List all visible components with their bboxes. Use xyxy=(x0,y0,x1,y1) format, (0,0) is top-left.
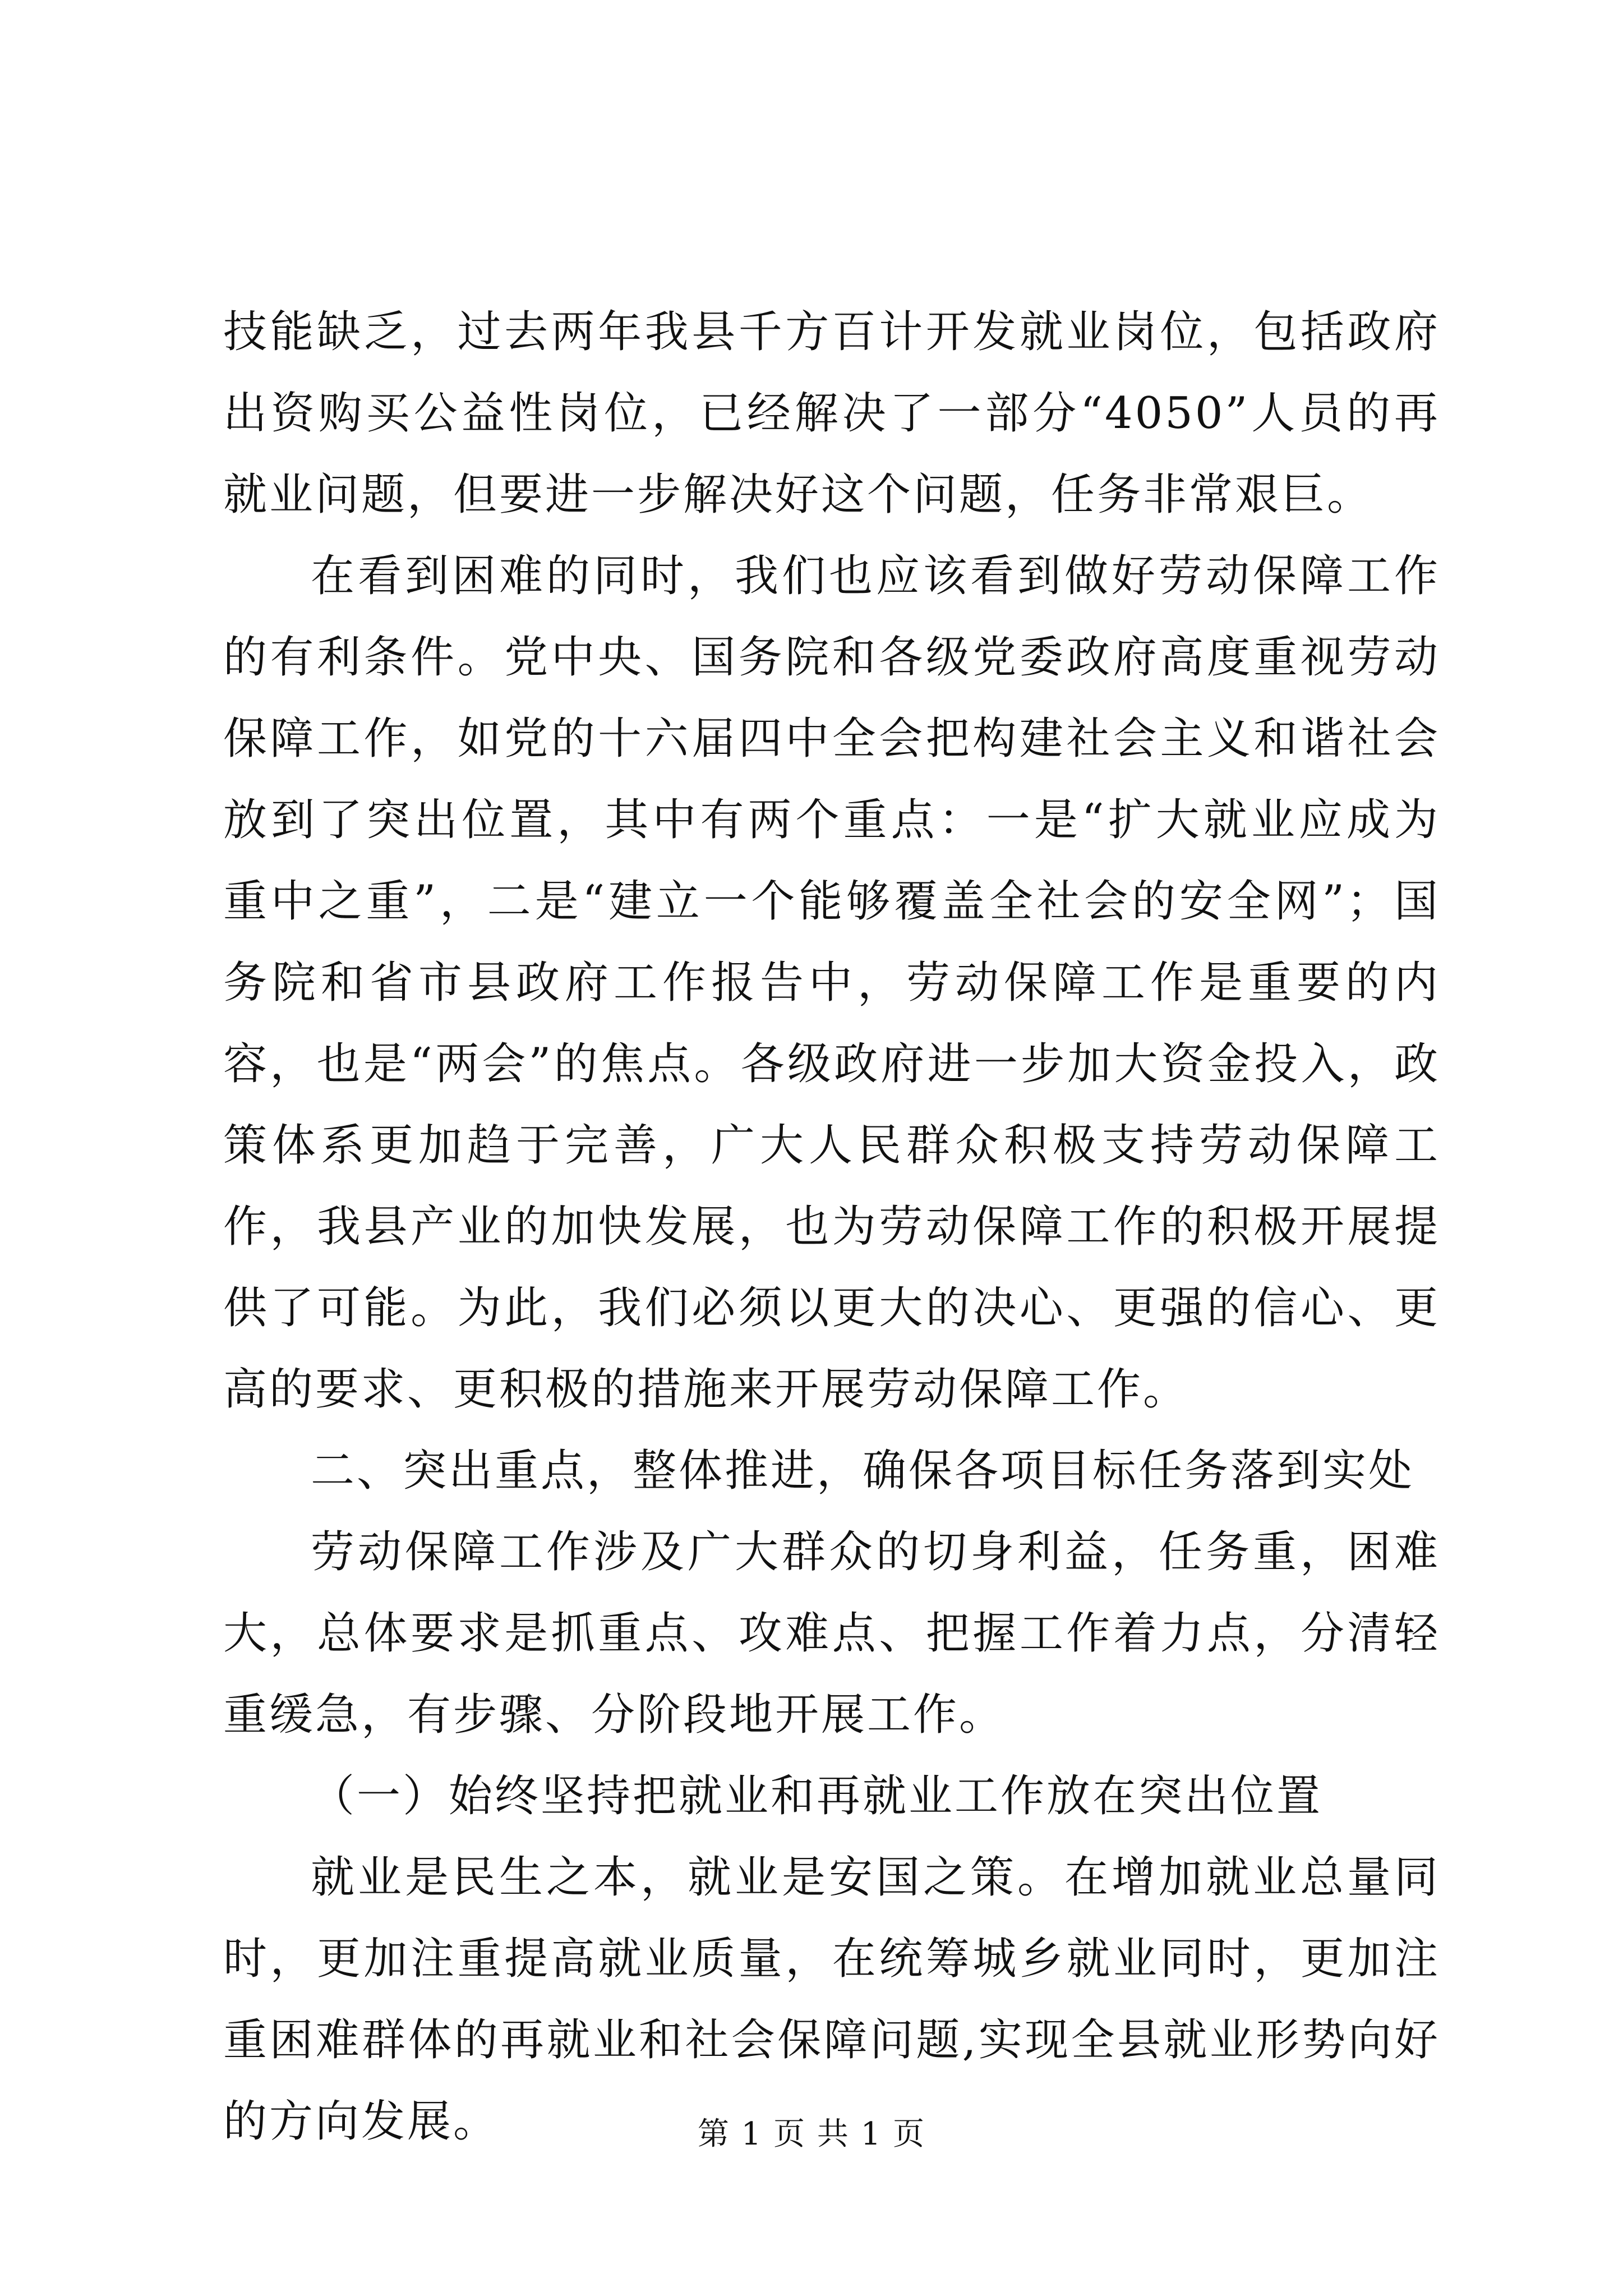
subsection-heading-1: （一）始终坚持把就业和再就业工作放在突出位置 xyxy=(311,1771,1323,1821)
paragraph-4: 就业是民生之本，就业是安国之策。在增加就业总量同时，更加注重提高就业质量，在统筹城乡就业同时，更加注重困难群体的再就业和社会保障问题,实现全县就业形势向好的方向发展。 xyxy=(223,1852,1440,2147)
page-footer: 第 1 页 共 1 页 xyxy=(697,2116,926,2152)
document-body xyxy=(223,292,1440,2162)
paragraph-1: 技能缺乏，过去两年我县千方百计开发就业岗位，包括政府出资购买公益性岗位，已经解决了一部分“4050”人员的再就业问题，但要进一步解决好这个问题，任务非常艰巨。 xyxy=(223,307,1440,520)
paragraph-3: 劳动保障工作涉及广大群众的切身利益，任务重，困难大，总体要求是抓重点、攻难点、把握工作着力点，分清轻重缓急，有步骤、分阶段地开展工作。 xyxy=(223,1527,1440,1740)
section-heading-2: 二、突出重点，整体推进，确保各项目标任务落到实处 xyxy=(311,1446,1415,1496)
paragraph-2: 在看到困难的同时，我们也应该看到做好劳动保障工作的有利条件。党中央、国务院和各级党委政府高度重视劳动保障工作，如党的十六届四中全会把构建社会主义和谐社会放到了突出位置，其中有两个重点：一是“扩大就业应成为重中之重”，二是“建立一个能够覆盖全社会的安全网”；国务院和省市县政府工作报告中，劳动保障工作是重要的内容，也是“两会”的焦点。各级政府进一步加大资金投入，政策体系更加趋于完善，广大人民群众积极支持劳动保障工作，我县产业的加快发展，也为劳动保障工作的积极开展提供了可能。为此，我们必须以更大的决心、更强的信心、更高的要求、更积极的措施来开展劳动保障工作。 xyxy=(223,551,1440,1415)
